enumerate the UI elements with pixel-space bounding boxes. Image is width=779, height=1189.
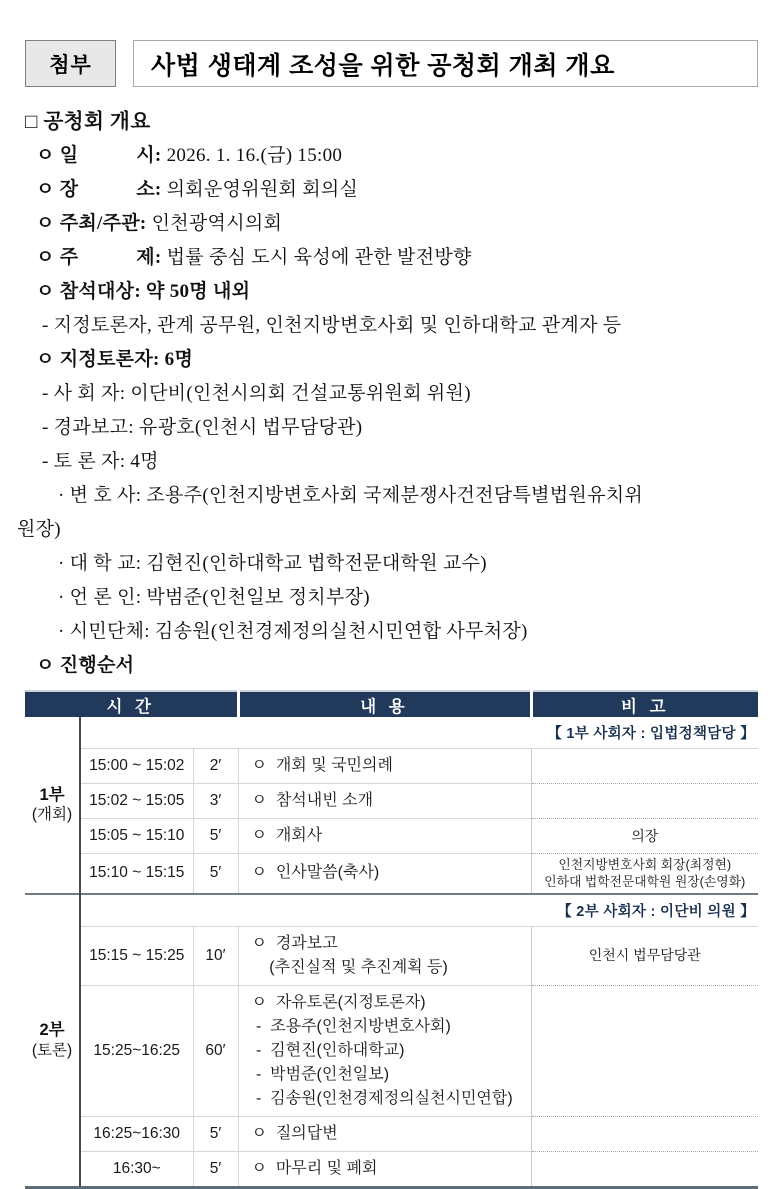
schedule-table-header xyxy=(25,691,758,717)
remark-cell xyxy=(531,1116,758,1151)
content-line: - 김현진(인하대학교) xyxy=(251,1041,405,1059)
duration-cell: 10′ xyxy=(193,926,238,985)
content-line: ㅇ 마무리 및 폐회 xyxy=(251,1159,378,1177)
duration-cell: 3′ xyxy=(193,784,238,819)
content-line: (추진실적 및 추진계획 등) xyxy=(251,958,448,976)
overview-line xyxy=(25,547,758,581)
content-line: ㅇ 참석내빈 소개 xyxy=(251,792,374,809)
remark-line: 의장 xyxy=(631,827,659,844)
part-label: 1부 xyxy=(39,785,65,804)
overview-text: 인천광역시의회 xyxy=(151,213,283,234)
schedule-part-2 xyxy=(25,894,758,1188)
col-header-remark: 비 고 xyxy=(531,691,758,717)
schedule-row xyxy=(25,1116,758,1151)
remark-line: 인천지방변호사회 회장(최정현) xyxy=(558,857,732,872)
content-cell xyxy=(238,1116,531,1151)
schedule-row xyxy=(25,819,758,854)
overview-text: · 변 호 사: 조용주(인천지방변호사회 국제분쟁사건전담특별법원유치위 xyxy=(58,485,644,506)
overview-line xyxy=(25,343,758,377)
doc-title-box xyxy=(133,40,758,87)
content-line: - 김송원(인천경제정의실천시민연합) xyxy=(251,1089,513,1107)
content-line: ㅇ 자유토론(지정토론자) xyxy=(251,993,426,1011)
content-line: ㅇ 경과보고 xyxy=(251,934,338,952)
overview-text: 원장) xyxy=(17,519,61,540)
part-label: 2부 xyxy=(39,1021,65,1040)
overview-line xyxy=(25,445,758,479)
content-line: - 조용주(인천지방변호사회) xyxy=(251,1017,451,1035)
overview-line xyxy=(25,649,758,683)
part-label-cell xyxy=(25,894,80,1188)
moderator-note: 【 1부 사회자 : 입법정책담당 】 xyxy=(80,717,758,749)
content-line: ㅇ 개회사 xyxy=(251,827,323,844)
schedule-row xyxy=(25,985,758,1116)
duration-cell: 5′ xyxy=(193,1151,238,1187)
remark-cell xyxy=(531,854,758,894)
overview-line xyxy=(25,581,758,615)
overview-text: ㅇ 일 시: xyxy=(36,145,167,166)
overview-text: ㅇ 장 소: xyxy=(36,179,167,200)
duration-cell: 5′ xyxy=(193,819,238,854)
overview-line xyxy=(25,377,758,411)
schedule-table xyxy=(25,690,758,1189)
overview-line xyxy=(25,173,758,207)
section-heading: □ 공청회 개요 xyxy=(25,111,151,133)
content-cell xyxy=(238,784,531,819)
part-subheader-row xyxy=(25,717,758,749)
overview-line xyxy=(25,411,758,445)
remark-line: 인하대 법학전문대학원 원장(손영화) xyxy=(544,874,746,890)
overview-line xyxy=(6,513,758,547)
overview-text: · 언 론 인: 박범준(인천일보 정치부장) xyxy=(58,587,370,608)
remark-line: 인천시 법무담당관 xyxy=(588,947,701,964)
col-header-time: 시 간 xyxy=(25,691,238,717)
overview-line xyxy=(25,139,758,173)
remark-cell xyxy=(531,784,758,819)
time-cell: 16:30~ xyxy=(80,1151,193,1187)
duration-cell: 5′ xyxy=(193,1116,238,1151)
overview-text: ㅇ 참석대상: 약 50명 내외 xyxy=(36,281,251,302)
part-subheader-row xyxy=(25,894,758,927)
overview-text: - 사 회 자: 이단비(인천시의회 건설교통위원회 위원) xyxy=(42,383,471,404)
overview-text: - 경과보고: 유광호(인천시 법무담당관) xyxy=(42,417,363,438)
overview-text: ㅇ 주 제: xyxy=(36,247,167,268)
remark-cell xyxy=(531,819,758,854)
doc-title: 사법 생태계 조성을 위한 공청회 개최 개요 xyxy=(151,51,615,80)
part-sublabel: (토론) xyxy=(31,1041,73,1059)
content-cell xyxy=(238,819,531,854)
duration-cell: 60′ xyxy=(193,985,238,1116)
remark-cell xyxy=(531,749,758,784)
time-cell: 15:25~16:25 xyxy=(80,985,193,1116)
overview-text: ㅇ 진행순서 xyxy=(36,655,135,676)
content-cell xyxy=(238,749,531,784)
duration-cell: 2′ xyxy=(193,749,238,784)
time-cell: 16:25~16:30 xyxy=(80,1116,193,1151)
remark-cell xyxy=(531,985,758,1116)
content-cell xyxy=(238,1151,531,1187)
title-banner xyxy=(25,40,758,87)
overview-line xyxy=(25,479,758,513)
overview-text: - 토 론 자: 4명 xyxy=(42,451,159,472)
content-cell xyxy=(238,854,531,894)
content-line: ㅇ 인사말씀(축사) xyxy=(251,864,380,882)
overview-text: ㅇ 지정토론자: 6명 xyxy=(36,349,194,370)
overview-line xyxy=(25,309,758,343)
overview-text: · 시민단체: 김송원(인천경제정의실천시민연합 사무처장) xyxy=(58,621,528,642)
content-cell xyxy=(238,985,531,1116)
remark-cell xyxy=(531,1151,758,1187)
time-cell: 15:05 ~ 15:10 xyxy=(80,819,193,854)
overview-line xyxy=(25,207,758,241)
overview-text: ㅇ 주최/주관: xyxy=(36,213,152,234)
overview-text: 의회운영위원회 회의실 xyxy=(166,179,359,200)
time-cell: 15:15 ~ 15:25 xyxy=(80,926,193,985)
overview-text: 2026. 1. 16.(금) 15:00 xyxy=(166,145,343,166)
header-row xyxy=(25,691,758,717)
overview-line xyxy=(25,275,758,309)
attachment-badge: 첨부 xyxy=(25,40,116,87)
content-line: - 박범준(인천일보) xyxy=(251,1065,390,1083)
schedule-row xyxy=(25,784,758,819)
duration-cell: 5′ xyxy=(193,854,238,894)
col-header-content: 내 용 xyxy=(238,691,531,717)
overview-text: - 지정토론자, 관계 공무원, 인천지방변호사회 및 인하대학교 관계자 등 xyxy=(42,315,622,336)
overview-list xyxy=(17,139,758,683)
moderator-note: 【 2부 사회자 : 이단비 의원 】 xyxy=(80,894,758,927)
schedule-row xyxy=(25,926,758,985)
overview-line xyxy=(25,615,758,649)
content-cell xyxy=(238,926,531,985)
time-cell: 15:10 ~ 15:15 xyxy=(80,854,193,894)
content-line: ㅇ 개회 및 국민의례 xyxy=(251,757,393,774)
part-sublabel: (개회) xyxy=(31,806,73,824)
time-cell: 15:02 ~ 15:05 xyxy=(80,784,193,819)
overview-text: · 대 학 교: 김현진(인하대학교 법학전문대학원 교수) xyxy=(58,553,487,574)
schedule-row xyxy=(25,749,758,784)
content-line: ㅇ 질의답변 xyxy=(251,1124,338,1142)
overview-text: 법률 중심 도시 육성에 관한 발전방향 xyxy=(166,247,472,268)
remark-cell xyxy=(531,926,758,985)
schedule-row xyxy=(25,1151,758,1187)
overview-line xyxy=(25,241,758,275)
time-cell: 15:00 ~ 15:02 xyxy=(80,749,193,784)
part-label-cell xyxy=(25,717,80,894)
schedule-row xyxy=(25,854,758,894)
schedule-part-1 xyxy=(25,717,758,894)
